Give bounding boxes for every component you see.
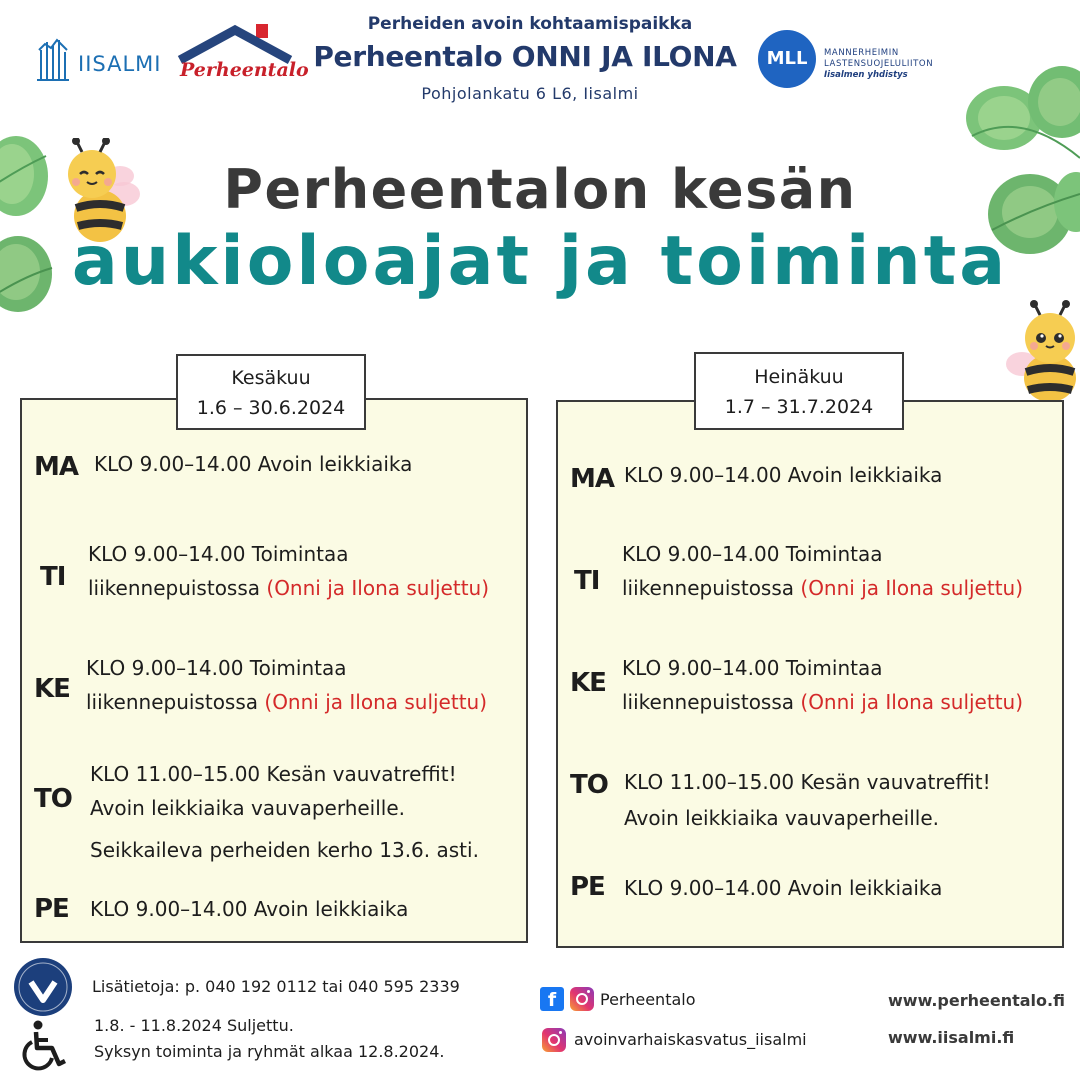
leaf-icon <box>962 62 1080 162</box>
mll-line-2: LASTENSUOJELULIITON <box>824 59 934 69</box>
badge-icon <box>14 958 72 1016</box>
june-ke-line-1: KLO 9.00–14.00 Toimintaa <box>86 656 347 680</box>
july-month-label: Heinäkuu <box>754 366 844 388</box>
june-ti-location: liikennepuistossa <box>88 576 267 600</box>
wheelchair-icon <box>22 1020 70 1072</box>
iisalmi-logo-icon <box>36 36 70 82</box>
instagram-icon[interactable] <box>570 987 594 1011</box>
perheentalo-logo-text: Perheentalo <box>180 59 309 81</box>
iisalmi-logo <box>36 34 162 84</box>
june-day-ti: TI <box>40 562 66 592</box>
social-perheentalo-link[interactable]: Perheentalo <box>600 990 696 1009</box>
mll-line-1: MANNERHEIMIN <box>824 48 899 58</box>
june-to-line-3: Seikkaileva perheiden kerho 13.6. asti. <box>90 838 479 862</box>
july-to-line-2: Avoin leikkiaika vauvaperheille. <box>624 806 940 830</box>
july-month-tab <box>694 352 904 430</box>
june-ma-text: KLO 9.00–14.00 Avoin leikkiaika <box>94 452 413 476</box>
july-ke-location: liikennepuistossa <box>622 690 801 714</box>
url-perheentalo-link[interactable]: www.perheentalo.fi <box>888 991 1065 1010</box>
july-to-line-1: KLO 11.00–15.00 Kesän vauvatreffit! <box>624 770 991 794</box>
july-day-to: TO <box>570 770 608 800</box>
july-day-pe: PE <box>570 872 605 902</box>
header-address: Pohjolankatu 6 L6, Iisalmi <box>421 84 639 103</box>
july-day-ti: TI <box>574 566 600 596</box>
header-title: Perheentalo ONNI JA ILONA <box>313 40 737 73</box>
mll-line-3: Iisalmen yhdistys <box>824 70 908 80</box>
july-pe-text: KLO 9.00–14.00 Avoin leikkiaika <box>624 876 943 900</box>
june-to-line-2: Avoin leikkiaika vauvaperheille. <box>90 796 406 820</box>
july-ke-closed-note: (Onni ja Ilona suljettu) <box>800 690 1024 714</box>
june-day-ke: KE <box>34 674 70 704</box>
june-date-range: 1.6 – 30.6.2024 <box>196 397 346 419</box>
june-day-ma: MA <box>34 452 78 482</box>
july-date-range: 1.7 – 31.7.2024 <box>724 396 874 418</box>
june-ti-line-1: KLO 9.00–14.00 Toimintaa <box>88 542 349 566</box>
june-day-to: TO <box>34 784 72 814</box>
perheentalo-logo <box>176 24 309 86</box>
june-ti-closed-note: (Onni ja Ilona suljettu) <box>266 576 490 600</box>
july-day-ke: KE <box>570 668 606 698</box>
footer-info: Lisätietoja: p. 040 192 0112 tai 040 595 2339 <box>92 977 460 996</box>
june-pe-text: KLO 9.00–14.00 Avoin leikkiaika <box>90 897 409 921</box>
mll-logo-icon: MLL <box>758 30 816 88</box>
july-ti-closed-note: (Onni ja Ilona suljettu) <box>800 576 1024 600</box>
june-ke-closed-note: (Onni ja Ilona suljettu) <box>264 690 488 714</box>
iisalmi-logo-text: IISALMI <box>78 52 162 76</box>
perheentalo-roof-icon <box>176 24 294 64</box>
july-day-ma: MA <box>570 464 614 494</box>
july-ke-line-1: KLO 9.00–14.00 Toimintaa <box>622 656 883 680</box>
june-to-line-1: KLO 11.00–15.00 Kesän vauvatreffit! <box>90 762 457 786</box>
june-ti-line-2 <box>88 576 489 600</box>
july-ti-location: liikennepuistossa <box>622 576 801 600</box>
instagram-icon[interactable] <box>542 1028 566 1052</box>
july-ke-line-2 <box>622 690 1023 714</box>
june-ke-location: liikennepuistossa <box>86 690 265 714</box>
bee-icon <box>1004 300 1080 404</box>
june-month-tab <box>176 354 366 430</box>
url-iisalmi-link[interactable]: www.iisalmi.fi <box>888 1028 1015 1047</box>
headline-line-2: aukioloajat ja toiminta <box>71 222 1009 301</box>
mll-logo <box>758 30 948 90</box>
footer-autumn-start: Syksyn toiminta ja ryhmät alkaa 12.8.2024. <box>94 1042 445 1061</box>
july-ma-text: KLO 9.00–14.00 Avoin leikkiaika <box>624 463 943 487</box>
footer-closed-dates: 1.8. - 11.8.2024 Suljettu. <box>94 1016 294 1035</box>
july-ti-line-1: KLO 9.00–14.00 Toimintaa <box>622 542 883 566</box>
instagram-handle-link[interactable]: avoinvarhaiskasvatus_iisalmi <box>574 1030 807 1049</box>
july-ti-line-2 <box>622 576 1023 600</box>
headline-line-1: Perheentalon kesän <box>223 158 857 221</box>
june-month-label: Kesäkuu <box>231 367 311 389</box>
june-day-pe: PE <box>34 894 69 924</box>
june-ke-line-2 <box>86 690 487 714</box>
facebook-icon[interactable]: f <box>540 987 564 1011</box>
header-tagline: Perheiden avoin kohtaamispaikka <box>367 14 693 34</box>
